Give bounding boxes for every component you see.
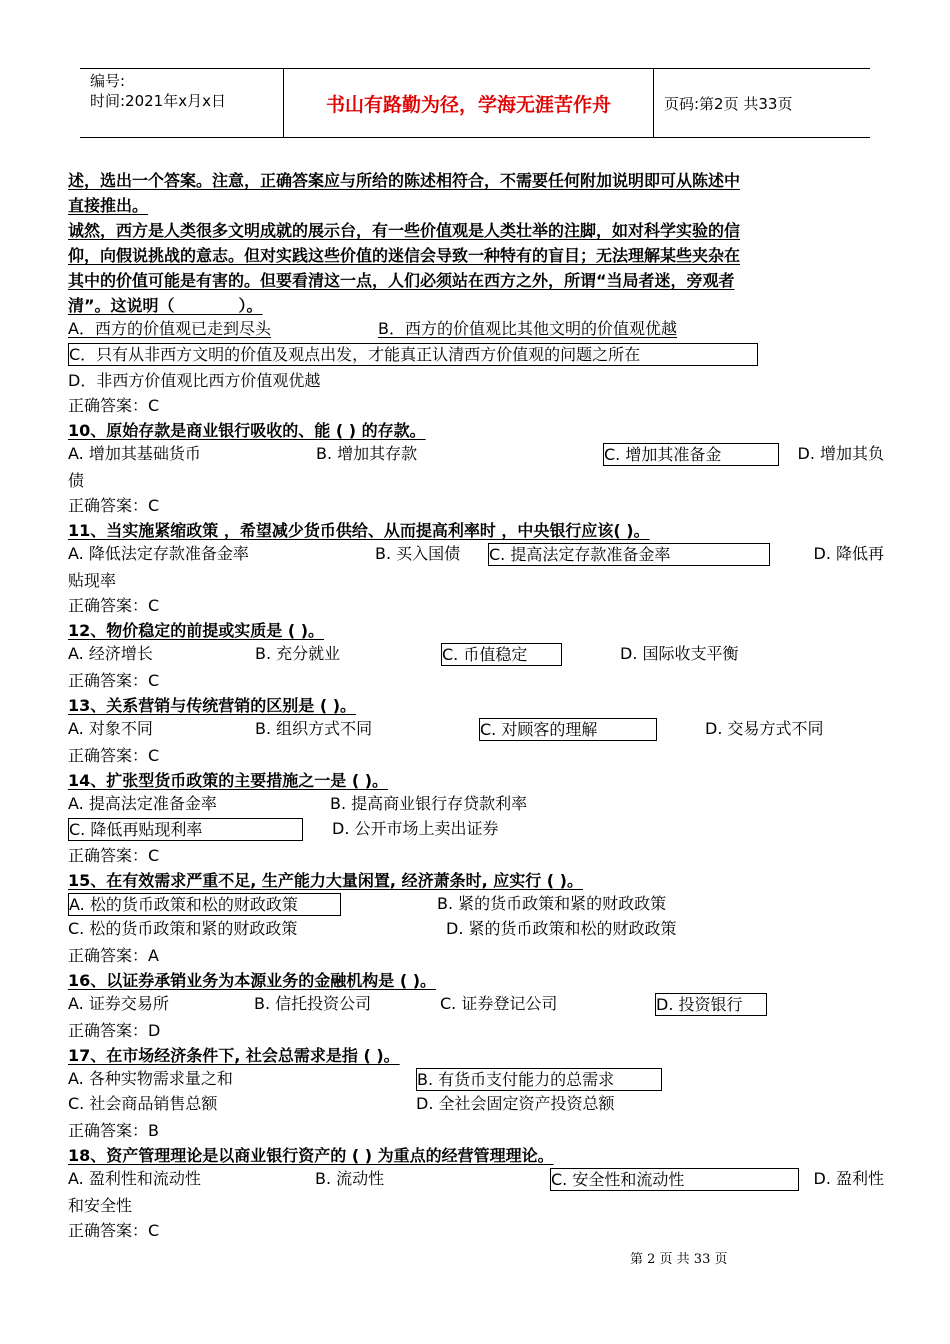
option-wrap: 债 [68,471,85,490]
option-c-correct: C. 增加其准备金 [603,443,779,466]
option-a: A. 盈利性和流动性 [68,1169,201,1188]
option-c-correct: C. 降低再贴现利率 [68,818,303,841]
option-d: D．非西方价值观比西方价值观优越 [68,371,321,390]
option-a: A. 经济增长 [68,644,153,663]
passage-line: 仰，向假说挑战的意志。但对实践这些价值的迷信会导致一种特有的盲目；无法理解某些夹杂在 [68,246,741,265]
option-row [68,818,884,843]
passage-line: 清”。这说明（ ）。 [68,296,263,315]
page-header [80,68,870,138]
passage-line: 其中的价值可能是有害的。但要看清这一点，人们必须站在西方之外，所谓“当局者迷，旁观者 [68,271,735,290]
option-b-correct: B. 有货币支付能力的总需求 [416,1068,662,1091]
option-b: B. 流动性 [315,1169,385,1188]
question-title: 18、资产管理理论是以商业银行资产的 ( ) 为重点的经营管理理论。 [68,1146,554,1165]
option-d: D. 紧的货币政策和松的财政政策 [446,919,677,938]
option-row [68,793,884,818]
option-c: C. 社会商品销售总额 [68,1094,218,1113]
option-d: D. 盈利性 [813,1169,884,1188]
answer-line: 正确答案：C [68,496,160,515]
option-row [68,918,884,943]
option-a-correct: A. 松的货币政策和松的财政政策 [68,893,341,916]
option-a: A. 增加其基础货币 [68,444,201,463]
option-d: D. 降低再 [813,544,884,563]
option-a: A. 各种实物需求量之和 [68,1069,233,1088]
option-b: B. 信托投资公司 [254,994,372,1013]
option-b: B. 买入国债 [375,544,461,563]
option-c-correct: C. 对顾客的理解 [479,718,657,741]
option-row [68,1068,884,1093]
option-row [68,443,884,468]
answer-line: 正确答案：D [68,1021,161,1040]
header-meta [80,69,284,137]
intro-line: 直接推出。 [68,196,149,215]
question-title: 17、在市场经济条件下, 社会总需求是指 ( )。 [68,1046,400,1065]
option-d: D. 交易方式不同 [705,719,824,738]
answer-line: 正确答案：B [68,1121,159,1140]
question-title: 10、原始存款是商业银行吸收的、能 ( ) 的存款。 [68,421,426,440]
option-row [68,643,884,668]
answer-line: 正确答案：A [68,946,159,965]
option-wrap: 和安全性 [68,1196,133,1215]
question-title: 14、扩张型货币政策的主要措施之一是 ( )。 [68,771,389,790]
option-d: D. 公开市场上卖出证券 [332,819,499,838]
question-title: 16、以证券承销业务为本源业务的金融机构是 ( )。 [68,971,437,990]
header-motto: 书山有路勤为径，学海无涯苦作舟 [284,69,654,137]
answer-line: 正确答案：C [68,396,160,415]
option-row [68,718,884,743]
doc-number-label: 编号: [90,72,126,90]
option-a: A. 证券交易所 [68,994,169,1013]
option-d: D. 国际收支平衡 [620,644,739,663]
header-page-number: 页码:第2页 共33页 [664,94,793,113]
option-a: A. 提高法定准备金率 [68,794,217,813]
option-b: B．西方的价值观比其他文明的价值观优越 [378,319,677,338]
question-title: 15、在有效需求严重不足, 生产能力大量闲置, 经济萧条时, 应实行 ( )。 [68,871,583,890]
option-row [68,343,884,368]
option-c: C. 证券登记公司 [440,994,558,1013]
option-row [68,318,884,343]
option-row [68,993,884,1018]
option-d: D. 全社会固定资产投资总额 [416,1094,615,1113]
option-a: A. 降低法定存款准备金率 [68,544,249,563]
option-row [68,893,884,918]
option-b: B. 组织方式不同 [255,719,373,738]
answer-line: 正确答案：C [68,1221,160,1240]
passage-line: 诚然，西方是人类很多文明成就的展示台，有一些价值观是人类壮举的注脚，如对科学实验的信 [68,221,741,240]
option-wrap: 贴现率 [68,571,117,590]
option-c-correct: C．只有从非西方文明的价值及观点出发，才能真正认清西方价值观的问题之所在 [68,343,758,366]
option-row [68,1093,884,1118]
document-body [68,168,884,1243]
option-row [68,543,884,568]
question-title: 12、物价稳定的前提或实质是 ( )。 [68,621,325,640]
question-title: 11、当实施紧缩政策 ，希望减少货币供给、从而提高利率时 ，中央银行应该( )。 [68,521,650,540]
answer-line: 正确答案：C [68,671,160,690]
option-c: C. 松的货币政策和紧的财政政策 [68,919,298,938]
option-a: A．西方的价值观已走到尽头 [68,319,271,338]
option-b: B. 增加其存款 [316,444,418,463]
option-d-correct: D. 投资银行 [655,993,767,1016]
option-row [68,1168,884,1193]
question-title: 13、关系营销与传统营销的区别是 ( )。 [68,696,357,715]
option-c-correct: C. 安全性和流动性 [550,1168,799,1191]
option-b: B. 提高商业银行存贷款利率 [330,794,528,813]
answer-line: 正确答案：C [68,596,160,615]
answer-line: 正确答案：C [68,846,160,865]
option-c-correct: C. 币值稳定 [441,643,562,666]
doc-time-label: 时间:2021年x月x日 [90,92,226,110]
answer-line: 正确答案：C [68,746,160,765]
page-footer: 第 2 页 共 33 页 [630,1252,728,1267]
option-c-correct: C. 提高法定存款准备金率 [488,543,770,566]
option-b: B. 充分就业 [255,644,341,663]
option-b: B. 紧的货币政策和紧的财政政策 [437,894,667,913]
option-a: A. 对象不同 [68,719,153,738]
intro-line: 述，选出一个答案。注意，正确答案应与所给的陈述相符合，不需要任何附加说明即可从陈述中 [68,171,741,190]
option-d: D. 增加其负 [797,444,884,463]
